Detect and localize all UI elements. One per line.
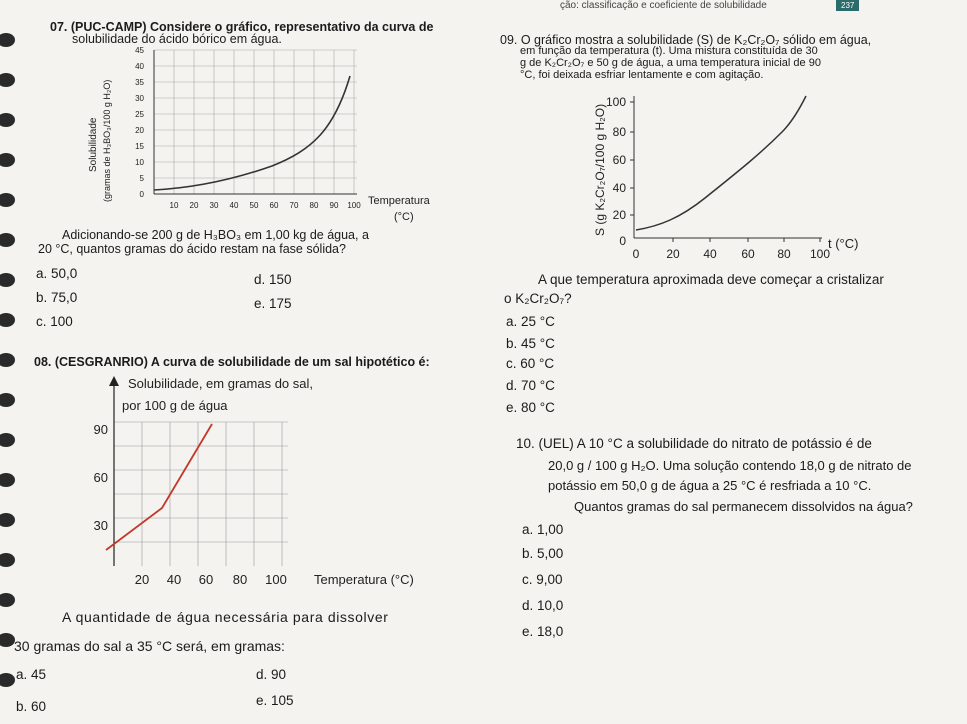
q9-xtick: 20 bbox=[666, 247, 680, 261]
q7-xlabel-unit: (°C) bbox=[394, 211, 414, 223]
q9-chart bbox=[560, 88, 870, 268]
q8-text1: A quantidade de água necessária para dissolver bbox=[62, 609, 389, 625]
q10-line3: potássio em 50,0 g de água a 25 °C é resfriada a 10 °C. bbox=[548, 478, 872, 493]
q7-xtick: 50 bbox=[249, 201, 259, 210]
q10-option-d[interactable]: d. 10,0 bbox=[522, 598, 564, 613]
q9-xtick: 80 bbox=[777, 247, 791, 261]
q9-question2: o K₂Cr₂O₇? bbox=[504, 291, 572, 306]
q10-option-c[interactable]: c. 9,00 bbox=[522, 572, 563, 587]
q7-xtick: 90 bbox=[329, 201, 339, 210]
q10-option-b[interactable]: b. 5,00 bbox=[522, 546, 564, 561]
q7-xtick: 60 bbox=[269, 201, 279, 210]
q9-option-c[interactable]: c. 60 °C bbox=[506, 356, 555, 371]
q7-option-b[interactable]: b. 75,0 bbox=[36, 290, 78, 305]
page-header: ção: classificação e coeficiente de solubilidade bbox=[560, 0, 767, 11]
q7-text2: 20 °C, quantos gramas do ácido restam na fase sólida? bbox=[38, 242, 346, 256]
q10-title: 10. (UEL) A 10 °C a solubilidade do nitrato de potássio é de bbox=[516, 436, 872, 451]
q7-ytick: 45 bbox=[135, 46, 144, 55]
q7-text1: Adicionando-se 200 g de H₃BO₃ em 1,00 kg de água, a bbox=[62, 228, 369, 242]
q8-ytick: 90 bbox=[93, 422, 108, 437]
q7-ytick: 15 bbox=[135, 142, 144, 151]
q8-ytick: 60 bbox=[93, 470, 108, 485]
q9-option-d[interactable]: d. 70 °C bbox=[506, 378, 555, 393]
q8-ylabel2: por 100 g de água bbox=[122, 398, 228, 413]
q8-option-b[interactable]: b. 60 bbox=[16, 699, 47, 714]
q9-line4: °C, foi deixada esfriar lentamente e com agitação. bbox=[520, 69, 764, 81]
q9-xtick: 0 bbox=[632, 247, 640, 261]
q9-xtick: 100 bbox=[809, 247, 831, 261]
q9-ytick: 100 bbox=[605, 95, 626, 109]
q8-xtick: 60 bbox=[198, 572, 214, 587]
q7-ylabel: Solubilidade bbox=[88, 117, 99, 172]
q9-ylabel: S (g K₂Cr₂O₇/100 g H₂O) bbox=[593, 103, 607, 236]
q8-ylabel1: Solubilidade, em gramas do sal, bbox=[128, 376, 313, 391]
q9-option-a[interactable]: a. 25 °C bbox=[506, 314, 555, 329]
q10-line2: 20,0 g / 100 g H₂O. Uma solução contendo 18,0 g de nitrato de bbox=[548, 458, 912, 473]
q7-xtick: 30 bbox=[209, 201, 219, 210]
q10-line4: Quantos gramas do sal permanecem dissolvidos na água? bbox=[574, 499, 913, 514]
q9-ytick: 0 bbox=[619, 234, 626, 248]
q7-option-c[interactable]: c. 100 bbox=[36, 314, 73, 329]
q7-ylabel2: (gramas de H₃BO₃/100 g H₂O) bbox=[102, 79, 112, 202]
q8-ytick: 30 bbox=[93, 518, 108, 533]
q8-xtick: 100 bbox=[265, 572, 287, 587]
q8-option-e[interactable]: e. 105 bbox=[256, 693, 294, 708]
q8-title: 08. (CESGRANRIO) A curva de solubilidade de um sal hipotético é: bbox=[34, 355, 430, 369]
q8-option-a[interactable]: a. 45 bbox=[16, 667, 47, 682]
page-number: 237 bbox=[836, 0, 859, 11]
q9-title: 09. O gráfico mostra a solubilidade (S) de K₂Cr₂O₇ sólido em água, bbox=[500, 33, 872, 47]
q7-ytick: 5 bbox=[139, 174, 144, 183]
q8-xtick: 40 bbox=[166, 572, 182, 587]
q9-ytick: 80 bbox=[612, 125, 626, 139]
q7-ytick: 30 bbox=[135, 94, 144, 103]
q7-xtick: 40 bbox=[229, 201, 239, 210]
q7-xtick: 80 bbox=[309, 201, 319, 210]
q9-xtick: 40 bbox=[703, 247, 717, 261]
q8-text2: 30 gramas do sal a 35 °C será, em gramas: bbox=[14, 638, 285, 654]
q7-ytick: 0 bbox=[139, 190, 144, 199]
q9-option-b[interactable]: b. 45 °C bbox=[506, 336, 555, 351]
q7-ytick: 25 bbox=[135, 110, 144, 119]
q7-line2: solubilidade do ácido bórico em água. bbox=[72, 32, 282, 46]
q9-line2: em função da temperatura (t). Uma mistura constituída de 30 bbox=[520, 45, 818, 57]
q9-xlabel: t (°C) bbox=[828, 236, 859, 251]
q7-xtick: 20 bbox=[189, 201, 199, 210]
q7-option-a[interactable]: a. 50,0 bbox=[36, 266, 78, 281]
q7-xtick: 100 bbox=[347, 201, 361, 210]
q7-ytick: 40 bbox=[135, 62, 144, 71]
q8-curve bbox=[106, 424, 212, 550]
q7-title: 07. (PUC-CAMP) Considere o gráfico, representativo da curva de bbox=[50, 20, 434, 34]
q9-ytick: 60 bbox=[612, 153, 626, 167]
q7-ytick: 20 bbox=[135, 126, 144, 135]
q9-xtick: 60 bbox=[741, 247, 755, 261]
q9-ytick: 20 bbox=[612, 208, 626, 222]
q9-question1: A que temperatura aproximada deve começar a cristalizar bbox=[538, 272, 884, 287]
q8-chart bbox=[78, 372, 458, 592]
q7-option-d[interactable]: d. 150 bbox=[254, 272, 292, 287]
q8-option-d[interactable]: d. 90 bbox=[256, 667, 287, 682]
q7-ytick: 10 bbox=[135, 158, 144, 167]
q10-option-a[interactable]: a. 1,00 bbox=[522, 522, 564, 537]
q7-chart bbox=[72, 42, 462, 232]
spiral-binding bbox=[0, 0, 22, 724]
q7-xtick: 10 bbox=[169, 201, 179, 210]
q7-curve bbox=[154, 76, 350, 190]
q8-xlabel: Temperatura (°C) bbox=[314, 572, 414, 587]
q10-option-e[interactable]: e. 18,0 bbox=[522, 624, 564, 639]
q9-line3: g de K₂Cr₂O₇ e 50 g de água, a uma temperatura inicial de 90 bbox=[520, 57, 821, 69]
q9-option-e[interactable]: e. 80 °C bbox=[506, 400, 555, 415]
q7-ytick: 35 bbox=[135, 78, 144, 87]
q9-curve bbox=[636, 96, 806, 230]
q8-xtick: 80 bbox=[232, 572, 248, 587]
q9-ytick: 40 bbox=[612, 181, 626, 195]
q7-xtick: 70 bbox=[289, 201, 299, 210]
q7-option-e[interactable]: e. 175 bbox=[254, 296, 292, 311]
q8-xtick: 20 bbox=[134, 572, 150, 587]
q7-xlabel: Temperatura bbox=[368, 195, 430, 207]
